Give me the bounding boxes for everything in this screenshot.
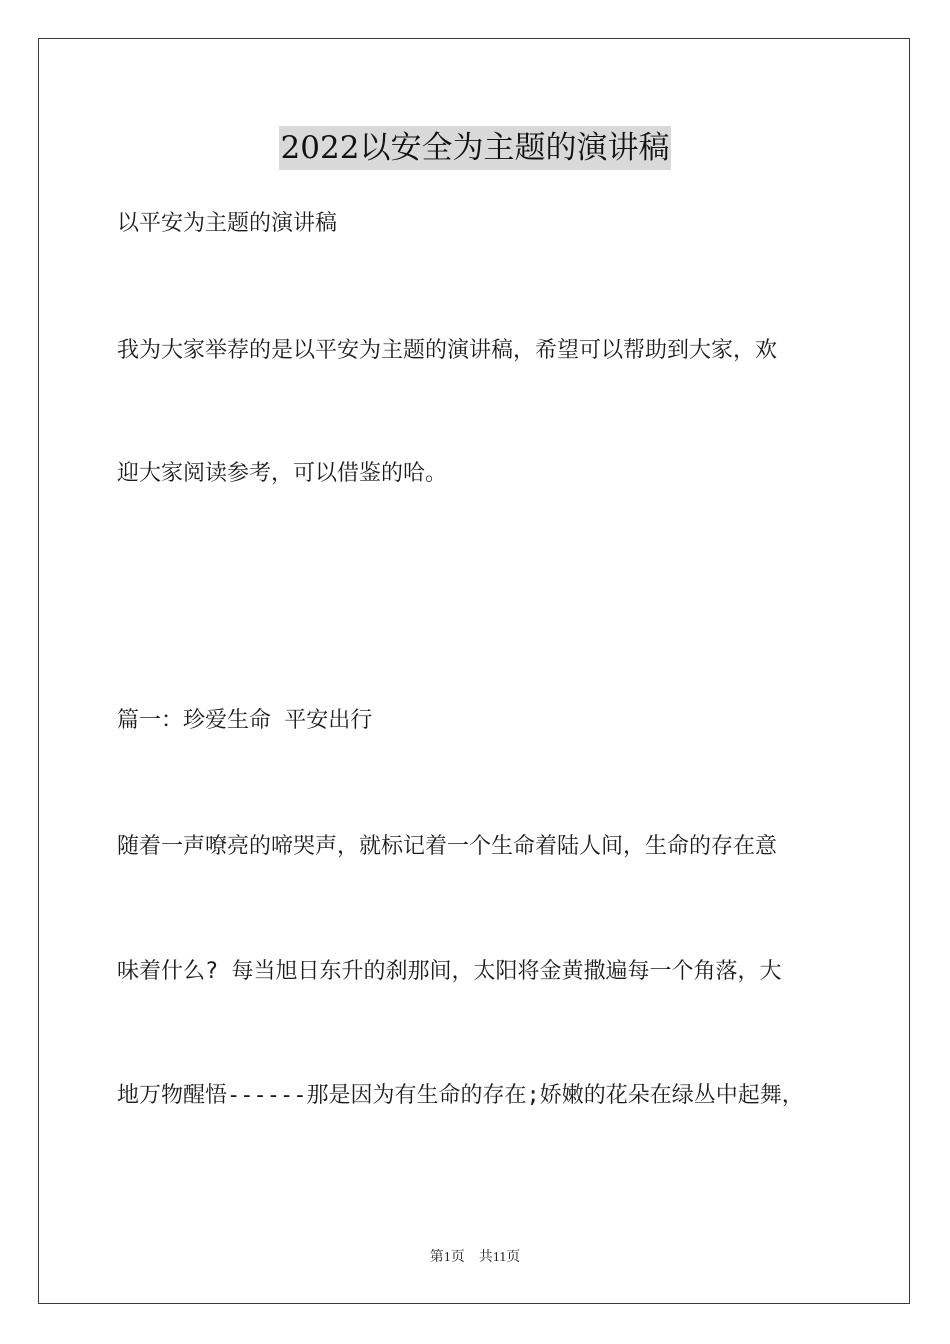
subtitle-line: 以平安为主题的演讲稿: [117, 211, 338, 236]
body-line: 地万物醒悟------那是因为有生命的存在;娇嫩的花朵在绿丛中起舞，: [117, 1083, 804, 1108]
section-heading: 篇一：珍爱生命 平安出行: [117, 708, 373, 733]
page-number: 第1页: [429, 1250, 465, 1265]
page-footer: [0, 1246, 950, 1266]
body-line: 随着一声嘹亮的啼哭声，就标记着一个生命着陆人间，生命的存在意: [117, 834, 778, 859]
body-line: 味着什么? 每当旭日东升的刹那间，太阳将金黄撒遍每一个角落，大: [117, 959, 782, 984]
title-container: [0, 126, 950, 170]
document-title: 2022以安全为主题的演讲稿: [279, 126, 672, 170]
body-line: 迎大家阅读参考，可以借鉴的哈。: [117, 461, 448, 486]
body-line: 我为大家举荐的是以平安为主题的演讲稿，希望可以帮助到大家，欢: [117, 338, 778, 363]
page-total: 共11页: [478, 1250, 521, 1265]
